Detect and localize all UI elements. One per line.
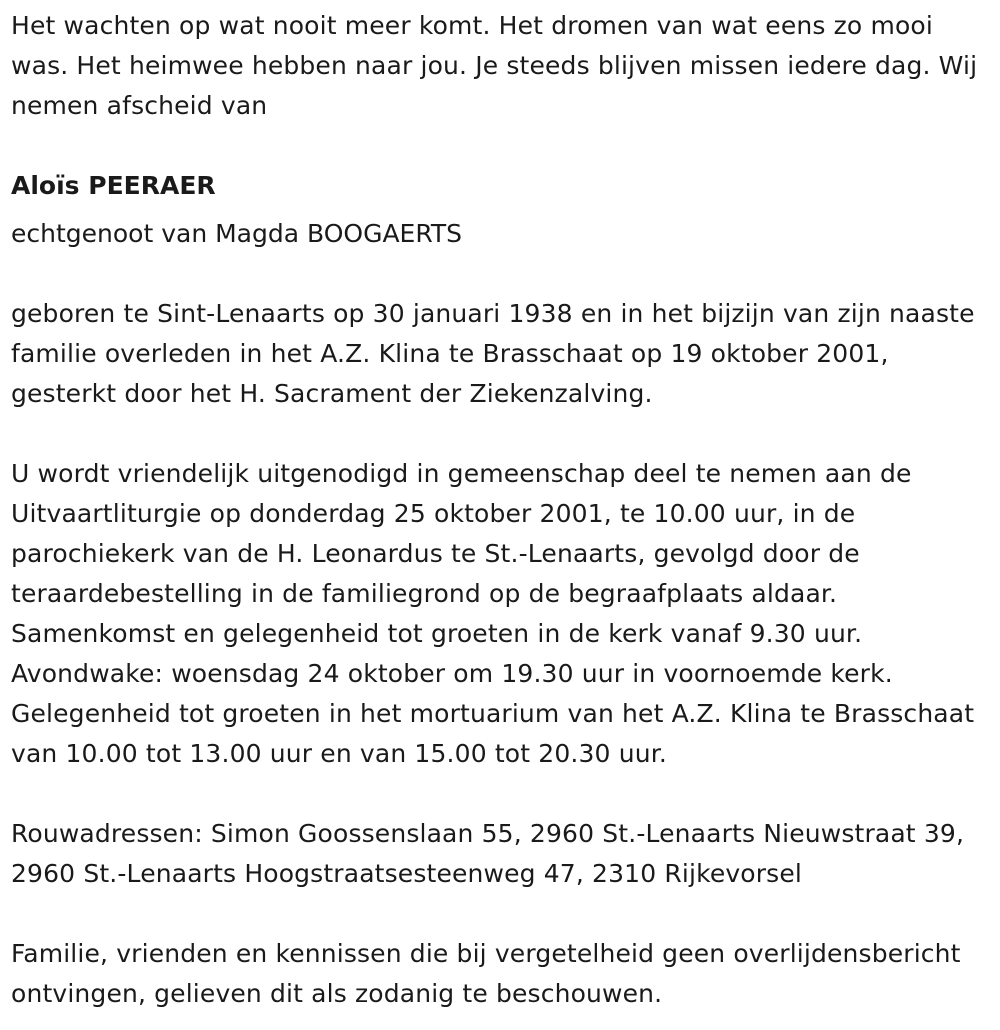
- addresses-paragraph: Rouwadressen: Simon Goossenslaan 55, 2960 St.-Lenaarts Nieuwstraat 39, 2960 St.-Lenaarts Hoogstraatsesteenweg 47, 2310 Rijkevorsel: [11, 819, 965, 888]
- deceased-name: Aloïs PEERAER: [11, 171, 216, 200]
- closing-paragraph: Familie, vrienden en kennissen die bij vergetelheid geen overlijdensbericht ontvingen, gelieven dit als zodanig te beschouwen.: [11, 939, 961, 1008]
- obituary-notice: [11, 6, 993, 1014]
- ceremony-paragraph: U wordt vriendelijk uitgenodigd in gemeenschap deel te nemen aan de Uitvaartliturgie op donderdag 25 oktober 2001, te 10.00 uur, in de parochiekerk van de H. Leonardus te St.-Lenaarts, gevolgd door de teraardebestelling in de familiegrond op de begraafplaats aldaar. Samenkomst en gelegenheid tot groeten in de kerk vanaf 9.30 uur. Avondwake: woensdag 24 oktober om 19.30 uur in voornoemde kerk. Gelegenheid tot groeten in het mortuarium van het A.Z. Klina te Brasschaat van 10.00 tot 13.00 uur en van 15.00 tot 20.30 uur.: [11, 459, 975, 768]
- spouse-line: echtgenoot van Magda BOOGAERTS: [11, 219, 463, 248]
- intro-paragraph: Het wachten op wat nooit meer komt. Het dromen van wat eens zo mooi was. Het heimwee hebben naar jou. Je steeds blijven missen iedere dag. Wij nemen afscheid van: [11, 11, 978, 120]
- birth-death-paragraph: geboren te Sint-Lenaarts op 30 januari 1938 en in het bijzijn van zijn naaste familie overleden in het A.Z. Klina te Brasschaat op 19 oktober 2001, gesterkt door het H. Sacrament der Ziekenzalving.: [11, 299, 975, 408]
